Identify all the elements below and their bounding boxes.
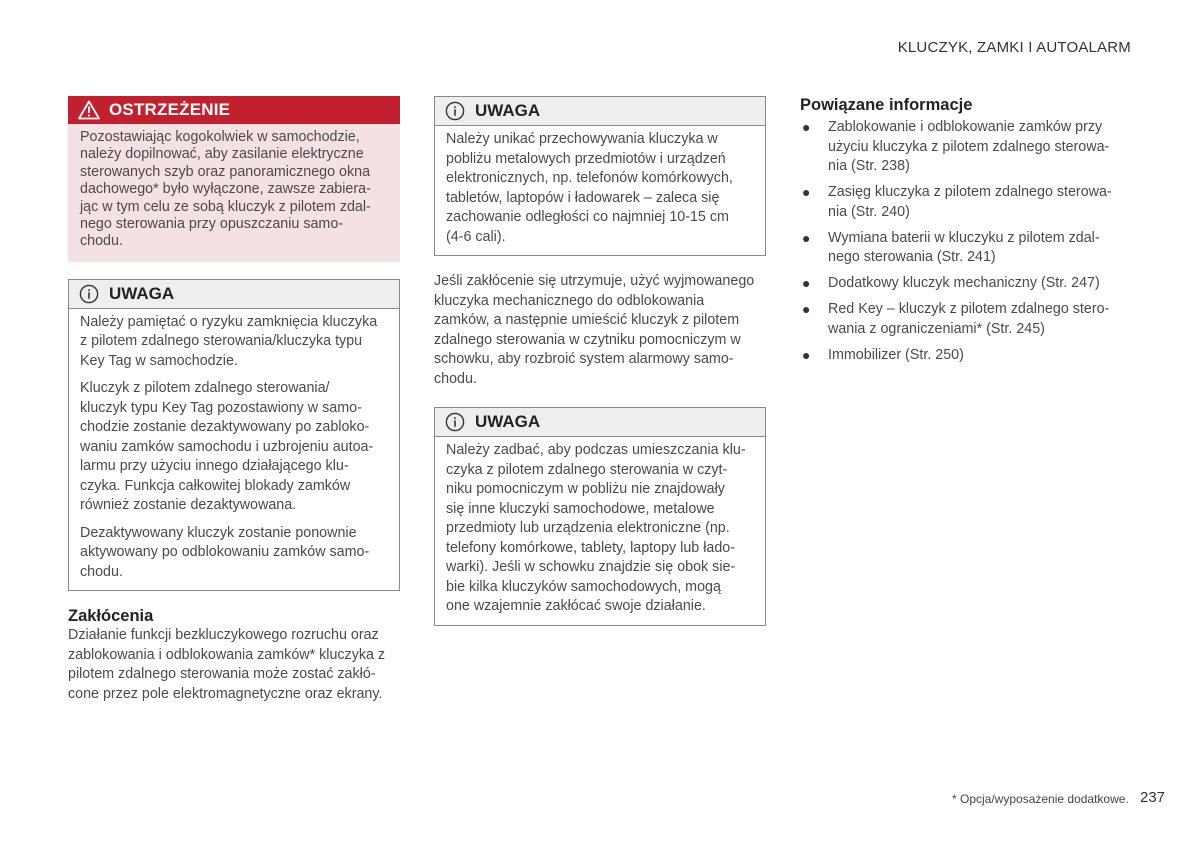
text-line: kluczyka mechanicznego do odblokowania bbox=[434, 292, 705, 309]
warning-line: dachowego* było wyłączone, zawsze zabiera- bbox=[80, 181, 371, 198]
note-line: bie kilka kluczyków samochodowych, mogą bbox=[446, 578, 721, 595]
note-line: one wzajemnie zakłócać swoje działanie. bbox=[446, 598, 706, 614]
note-line: kluczyk typu Key Tag pozostawiony w samo- bbox=[80, 399, 362, 416]
link-line: Immobilizer (Str. 250) bbox=[828, 346, 964, 363]
text-line: zdalnego sterowania w czytniku pomocniczym w bbox=[434, 331, 741, 348]
note-title: UWAGA bbox=[475, 412, 541, 431]
note-line: warki). Jeśli w schowku znajdzie się obok sie- bbox=[446, 559, 736, 575]
bullet-icon: ● bbox=[802, 275, 811, 291]
text-line: Działanie funkcji bezkluczykowego rozruchu oraz bbox=[68, 627, 379, 644]
note-paragraph bbox=[80, 524, 388, 583]
text-line: cone przez pole elektromagnetyczne oraz ekrany. bbox=[68, 685, 383, 702]
link-line: Red Key – kluczyk z pilotem zdalnego stero- bbox=[828, 301, 1110, 317]
related-link-item[interactable] bbox=[800, 274, 1130, 294]
note-line: tabletów, laptopów i ładowarek – zaleca się bbox=[446, 189, 720, 206]
text-line: schowku, aby rozbroić system alarmowy samo- bbox=[434, 351, 734, 367]
note-line: się inne kluczyki samochodowe, metalowe bbox=[446, 500, 715, 517]
note-header bbox=[435, 408, 765, 437]
note-line: pobliżu metalowych przedmiotów i urządzeń bbox=[446, 150, 726, 167]
info-icon bbox=[79, 284, 99, 304]
note-line: Dezaktywowany kluczyk zostanie ponownie bbox=[80, 524, 357, 541]
warning-line: sterowanych szyb oraz panoramicznego okna bbox=[80, 163, 371, 180]
text-line: zablokowania i odblokowania zamków* kluczyka z bbox=[68, 646, 386, 663]
warning-triangle-icon bbox=[78, 100, 100, 120]
warning-line: nego sterowania przy opuszczaniu samo- bbox=[80, 216, 344, 233]
link-line: Wymiana baterii w kluczyku z pilotem zdal- bbox=[828, 229, 1100, 246]
note-box-metal-objects bbox=[434, 96, 766, 256]
text-line: Jeśli zakłócenie się utrzymuje, użyć wyjmowanego bbox=[434, 273, 755, 289]
note-line: zachowanie odległości co najmniej 10-15 cm bbox=[446, 209, 729, 225]
note-text bbox=[69, 309, 399, 591]
note-line: elektronicznych, np. telefonów komórkowych, bbox=[446, 170, 733, 186]
note-line: Key Tag w samochodzie. bbox=[80, 352, 238, 369]
text-line: chodu. bbox=[434, 370, 477, 387]
note-line: (4-6 cali). bbox=[446, 228, 506, 245]
info-icon bbox=[445, 101, 465, 121]
note-line: waniu zamków samochodu i uzbrojeniu autoa- bbox=[80, 438, 374, 455]
note-line: aktywowany po odblokowaniu zamków samo- bbox=[80, 544, 370, 561]
note-title: UWAGA bbox=[475, 101, 541, 120]
note-line: niku pomocniczym w pobliżu nie znajdowały bbox=[446, 481, 725, 497]
interference-persists-text bbox=[434, 272, 766, 389]
text-line: pilotem zdalnego sterowania może zostać zakłó- bbox=[68, 666, 376, 683]
note-text bbox=[435, 437, 765, 625]
related-link-item[interactable] bbox=[800, 229, 1130, 268]
note-header bbox=[435, 97, 765, 126]
note-line: czyka. Funkcja całkowitej blokady zamków bbox=[80, 477, 351, 494]
note-header bbox=[69, 280, 399, 309]
related-link-item[interactable] bbox=[800, 346, 1130, 366]
warning-title: OSTRZEŻENIE bbox=[109, 100, 231, 119]
warning-line: chodu. bbox=[80, 233, 123, 250]
note-line: czyka z pilotem zdalnego sterowania w czyt- bbox=[446, 461, 728, 478]
info-icon bbox=[445, 412, 465, 432]
related-link-item[interactable] bbox=[800, 183, 1130, 222]
warning-line: należy dopilnować, aby zasilanie elektryczne bbox=[80, 146, 364, 163]
column-middle bbox=[434, 96, 766, 626]
link-line: nia (Str. 238) bbox=[828, 158, 910, 174]
link-line: Zablokowanie i odblokowanie zamków przy bbox=[828, 119, 1103, 135]
related-link-item[interactable] bbox=[800, 300, 1130, 339]
column-left bbox=[68, 96, 400, 704]
link-line: użyciu kluczyka z pilotem zdalnego sterowa- bbox=[828, 138, 1110, 155]
footnote: * Opcja/wyposażenie dodatkowe. bbox=[952, 792, 1129, 806]
note-line: Należy zadbać, aby podczas umieszczania klu- bbox=[446, 442, 746, 458]
note-line: chodzie zostanie dezaktywowany po zabloko- bbox=[80, 419, 370, 436]
bullet-icon: ● bbox=[802, 184, 811, 200]
note-title: UWAGA bbox=[109, 283, 175, 303]
bullet-icon: ● bbox=[802, 119, 811, 135]
note-line: larmu przy użyciu innego działającego klu- bbox=[80, 458, 349, 475]
interference-text bbox=[68, 626, 400, 704]
note-line: Należy pamiętać o ryzyku zamknięcia kluczyka bbox=[80, 313, 378, 330]
related-links-list bbox=[800, 118, 1130, 365]
related-link-item[interactable] bbox=[800, 118, 1130, 177]
section-title-related: Powiązane informacje bbox=[800, 96, 973, 114]
warning-line: Pozostawiając kogokolwiek w samochodzie, bbox=[80, 129, 360, 145]
warning-line: jąc w tym celu ze sobą kluczyk z pilotem zdal- bbox=[80, 198, 371, 215]
note-line: z pilotem zdalnego sterowania/kluczyka typu bbox=[80, 333, 363, 350]
link-line: Zasięg kluczyka z pilotem zdalnego sterowa- bbox=[828, 184, 1112, 200]
section-title-interference: Zakłócenia bbox=[68, 607, 154, 626]
warning-text bbox=[68, 124, 400, 251]
note-paragraph bbox=[80, 379, 388, 516]
bullet-icon: ● bbox=[802, 346, 811, 363]
column-right bbox=[800, 96, 1130, 372]
link-line: nia (Str. 240) bbox=[828, 203, 910, 220]
note-line: chodu. bbox=[80, 563, 123, 580]
page-number: 237 bbox=[1140, 789, 1166, 806]
running-header: KLUCZYK, ZAMKI I AUTOALARM bbox=[897, 39, 1131, 56]
note-paragraph bbox=[80, 313, 388, 372]
note-line: telefony komórkowe, tablety, laptopy lub łado- bbox=[446, 539, 736, 556]
note-box-key-lockin bbox=[68, 279, 400, 592]
note-line: przedmioty lub urządzenia elektroniczne (np. bbox=[446, 520, 730, 536]
note-text bbox=[435, 126, 765, 255]
note-line: również zostanie dezaktywowana. bbox=[80, 497, 297, 514]
warning-box bbox=[68, 96, 400, 262]
link-line: nego sterowania (Str. 241) bbox=[828, 249, 996, 265]
note-line: Należy unikać przechowywania kluczyka w bbox=[446, 131, 718, 147]
note-line: Kluczyk z pilotem zdalnego sterowania/ bbox=[80, 380, 330, 397]
bullet-icon: ● bbox=[802, 229, 811, 246]
bullet-icon: ● bbox=[802, 301, 811, 317]
warning-header bbox=[68, 96, 400, 124]
link-line: Dodatkowy kluczyk mechaniczny (Str. 247) bbox=[828, 275, 1100, 291]
note-box-backup-reader bbox=[434, 407, 766, 626]
text-line: zamków, a następnie umieścić kluczyk z pilotem bbox=[434, 312, 740, 328]
link-line: wania z ograniczeniami* (Str. 245) bbox=[828, 320, 1045, 337]
